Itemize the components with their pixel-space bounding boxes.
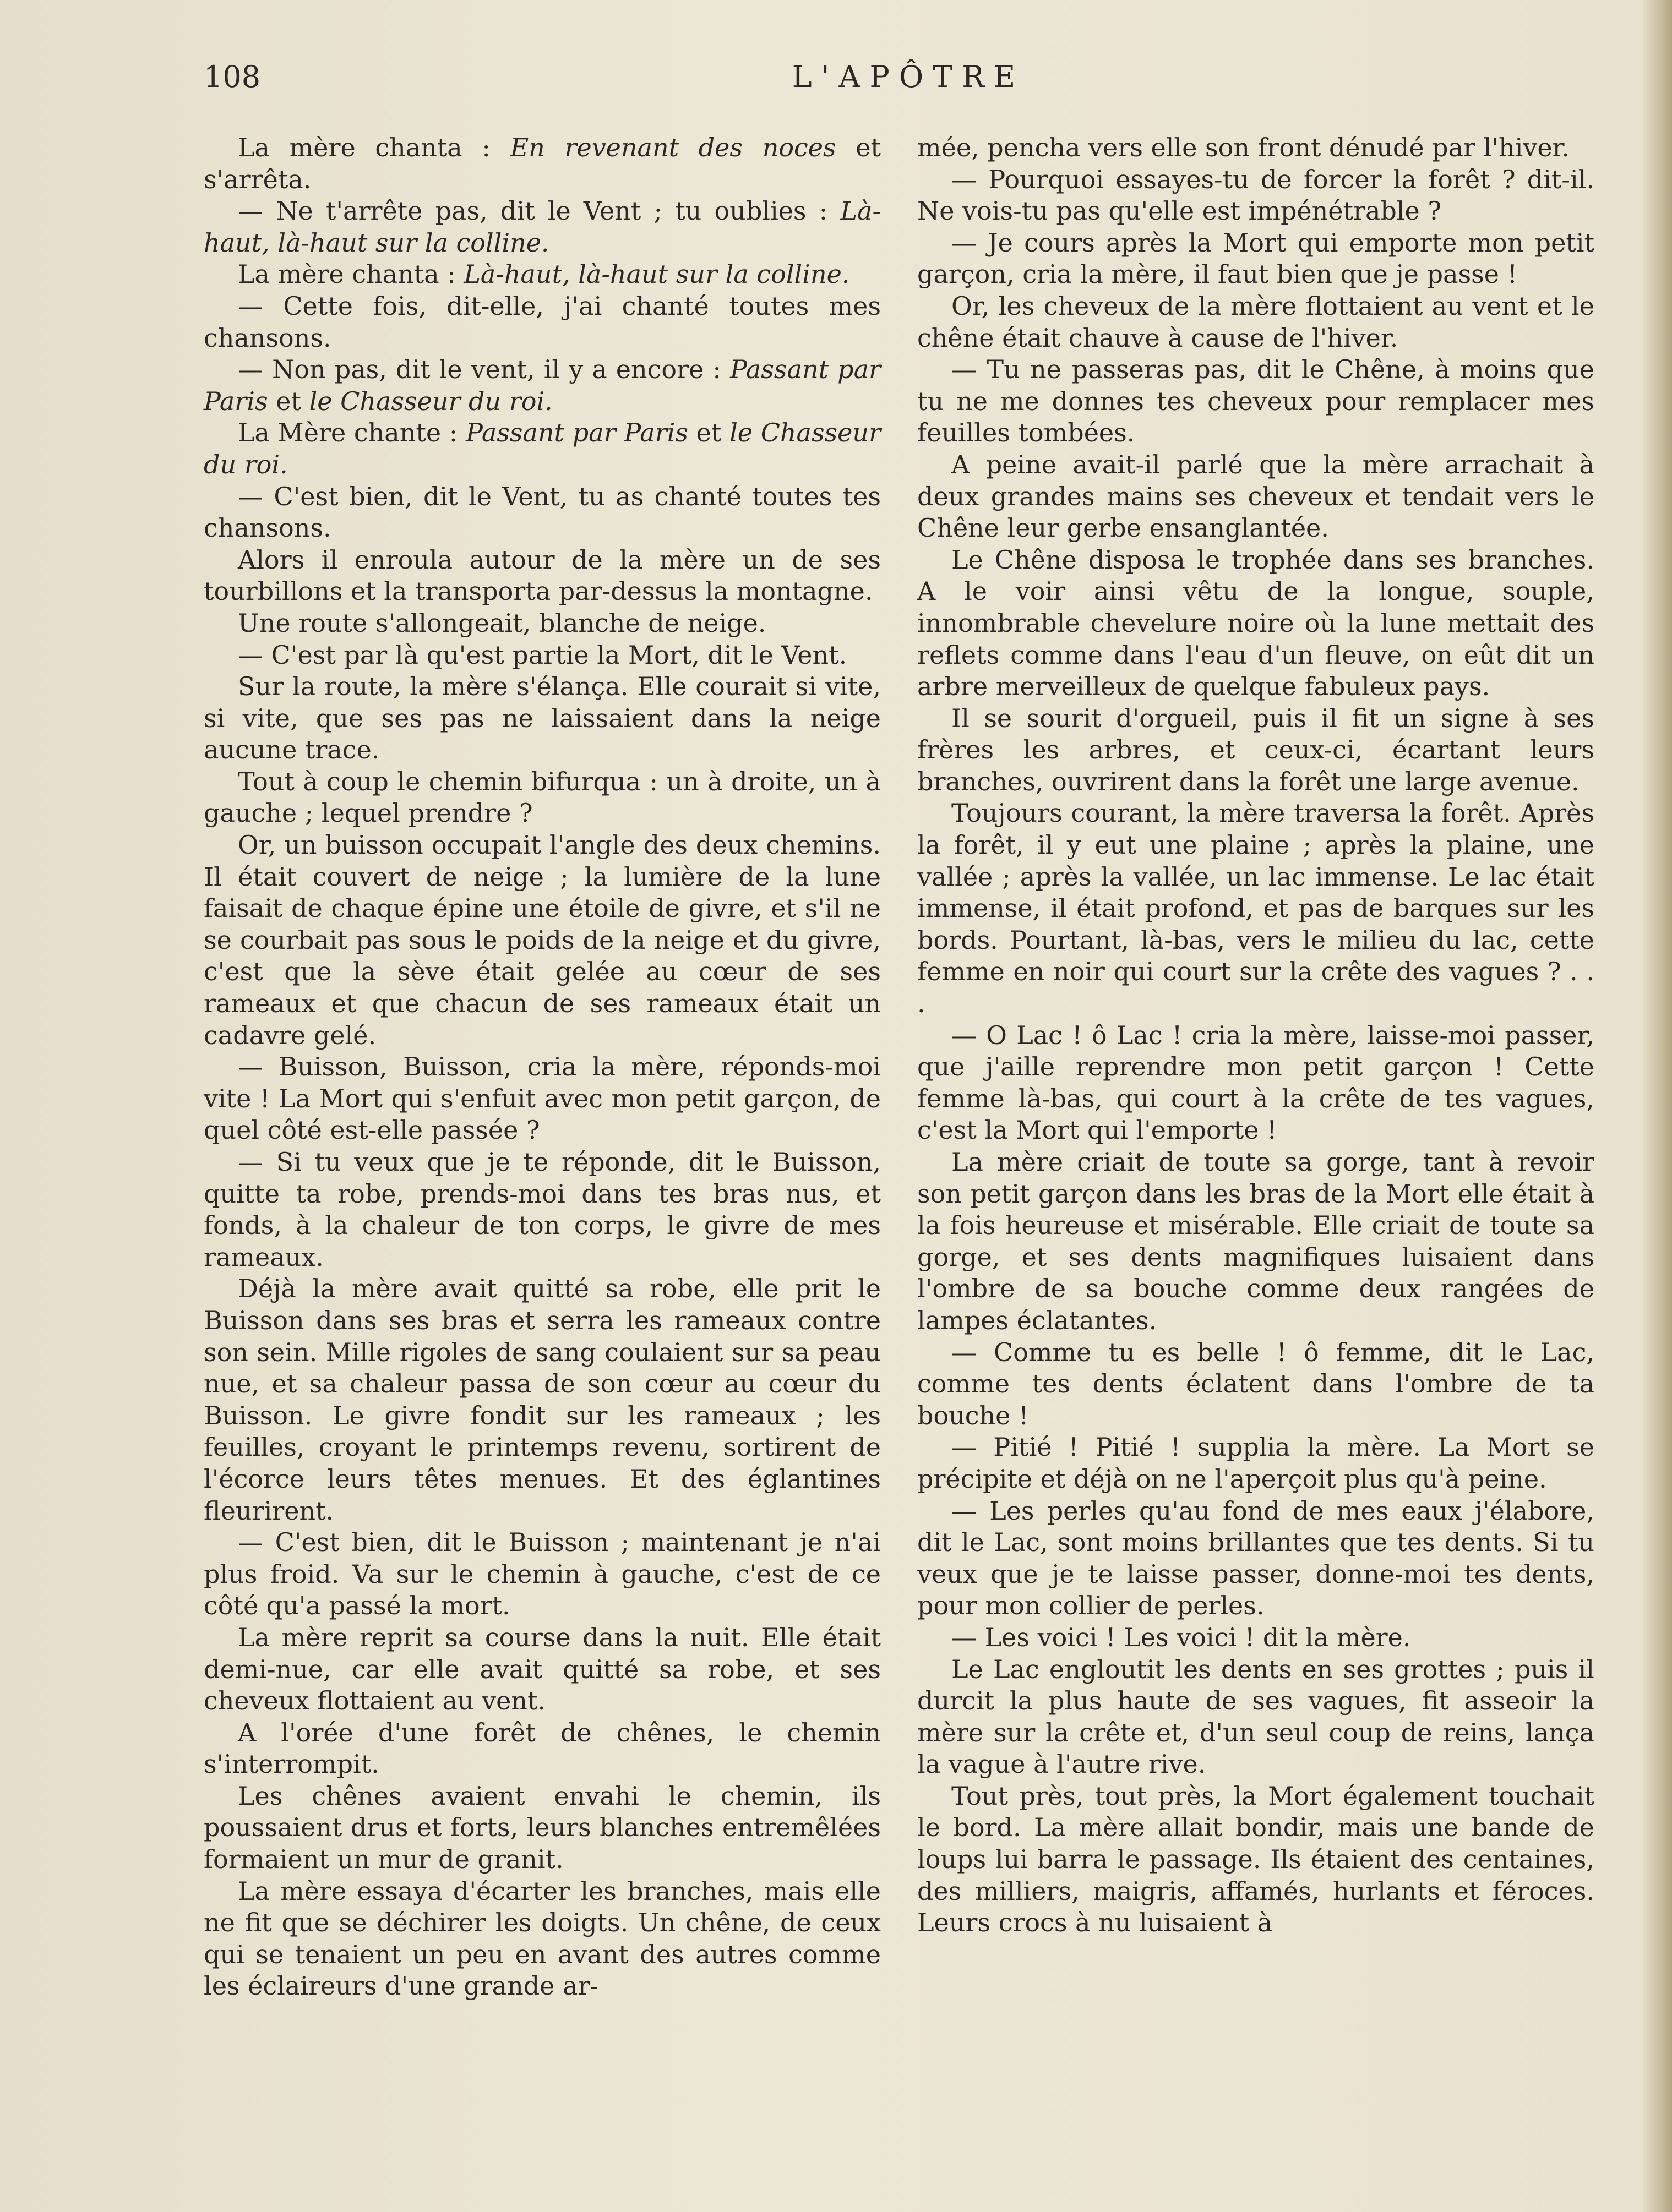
text-run: Déjà la mère avait quitté sa robe, elle prit le Buisson dans ses bras et serra les rameaux contre son sein. Mille rigoles de sang coulaient sur sa peau nue, et sa chaleur passa de son cœur au cœur du Buisson. Le givre fondit sur les rameaux ; les feuilles, croyant le printemps revenu, sortirent de l'écorce leurs têtes menues. Et des églantines fleurirent. xyxy=(204,1274,881,1526)
paragraph xyxy=(204,1780,881,1876)
paragraph xyxy=(204,1717,881,1780)
text-run: — Comme tu es belle ! ô femme, dit le Lac, comme tes dents éclatent dans l'ombre de ta bouche ! xyxy=(917,1337,1594,1430)
paragraph xyxy=(204,608,881,640)
italic-text: le Chasseur du roi. xyxy=(309,386,553,416)
text-run: — Non pas, dit le vent, il y a encore : xyxy=(238,354,730,385)
text-run: Tout près, tout près, la Mort également touchait le bord. La mère allait bondir, mais une bande de loups lui barra le passage. Ils étaient des centaines, des milliers, maigris, affamés, hurlants et féroces. Leurs crocs à nu luisaient à xyxy=(917,1780,1594,1938)
paragraph xyxy=(204,766,881,829)
text-run: Or, un buisson occupait l'angle des deux chemins. Il était couvert de neige ; la lumière de la lune faisait de chaque épine une étoile de givre, et s'il ne se courbait pas sous le poids de la neige et du givre, c'est que la sève était gelée au cœur de ses rameaux et que chacun de ses rameaux était un cadavre gelé. xyxy=(204,830,881,1050)
paragraph xyxy=(204,1146,881,1273)
paragraph xyxy=(917,1622,1594,1654)
paragraph xyxy=(917,1780,1594,1939)
paragraph xyxy=(204,195,881,259)
paragraph xyxy=(204,481,881,544)
text-run: Une route s'allongeait, blanche de neige. xyxy=(238,608,766,638)
italic-text: En revenant des noces xyxy=(510,133,836,162)
text-run: et s'arrêta. xyxy=(204,133,881,194)
italic-text: Là-haut, là-haut sur la colline. xyxy=(464,259,850,290)
paragraph xyxy=(917,449,1594,544)
text-run: — Si tu veux que je te réponde, dit le Buisson, quitte ta robe, prends-moi dans tes bras nus, et fonds, à la chaleur de ton corps, le givre de mes rameaux. xyxy=(204,1147,881,1272)
paragraph xyxy=(204,1876,881,2002)
text-run: — Les perles qu'au fond de mes eaux j'élabore, dit le Lac, sont moins brillantes que tes dents. Si tu veux que je te laisse passer, donne-moi tes dents, pour mon collier de perles. xyxy=(917,1495,1594,1621)
paragraph xyxy=(917,1020,1594,1146)
paragraph xyxy=(917,1495,1594,1622)
text-run: et xyxy=(688,418,730,448)
paragraph xyxy=(204,1527,881,1622)
text-run: Les chênes avaient envahi le chemin, ils poussaient drus et forts, leurs blanches entremêlées formaient un mur de granit. xyxy=(204,1780,881,1875)
text-run: La mère reprit sa course dans la nuit. Elle était demi-nue, car elle avait quitté sa robe, et ses cheveux flottaient au vent. xyxy=(204,1622,881,1716)
right-column xyxy=(917,132,1594,1939)
paragraph xyxy=(204,1622,881,1717)
paragraph xyxy=(917,544,1594,703)
paragraph xyxy=(917,227,1594,291)
paragraph xyxy=(917,291,1594,354)
paragraph xyxy=(204,640,881,671)
paragraph xyxy=(204,1051,881,1146)
paragraph xyxy=(204,544,881,608)
text-run: Toujours courant, la mère traversa la forêt. Après la forêt, il y eut une plaine ; après la plaine, une vallée ; après la vallée, un lac immense. Le lac était immense, il était profond, et pas de barques sur les bords. Pourtant, là-bas, vers le milieu du lac, cette femme en noir qui court sur la crête des vagues ? . . . xyxy=(917,798,1594,1019)
paragraph xyxy=(917,354,1594,449)
running-title: L'APÔTRE xyxy=(792,59,1025,94)
text-run: Le Chêne disposa le trophée dans ses branches. A le voir ainsi vêtu de la longue, souple, innombrable chevelure noire où la lune mettait des reflets comme dans l'eau d'un fleuve, on eût dit un arbre merveilleux de quelque fabuleux pays. xyxy=(917,544,1594,702)
paragraph xyxy=(204,354,881,417)
text-run: La Mère chante : xyxy=(238,418,466,448)
text-run: La mère criait de toute sa gorge, tant à revoir son petit garçon dans les bras de la Mort elle était à la fois heureuse et misérable. Elle criait de toute sa gorge, et ses dents magnifiques luisaient dans l'ombre de sa bouche comme deux rangées de lampes éclatantes. xyxy=(917,1147,1594,1335)
text-run: — Les voici ! Les voici ! dit la mère. xyxy=(951,1622,1411,1652)
text-run: La mère essaya d'écarter les branches, mais elle ne fit que se déchirer les doigts. Un chêne, de ceux qui se tenaient un peu en avant des autres comme les éclaireurs d'une grande ar- xyxy=(204,1876,881,2001)
italic-text: Passant par Paris xyxy=(465,418,688,448)
text-run: — Ne t'arrête pas, dit le Vent ; tu oublies : xyxy=(238,196,841,226)
paragraph xyxy=(917,164,1594,227)
paragraph xyxy=(917,1654,1594,1780)
text-run: — O Lac ! ô Lac ! cria la mère, laisse-moi passer, que j'aille reprendre mon petit garçon ! Cette femme là-bas, qui court à la crête de tes vagues, c'est la Mort qui l'emporte ! xyxy=(917,1020,1594,1145)
paragraph xyxy=(204,417,881,480)
paragraph xyxy=(917,1337,1594,1432)
paragraph xyxy=(917,1146,1594,1337)
text-run: — Tu ne passeras pas, dit le Chêne, à moins que tu ne me donnes tes cheveux pour remplacer mes feuilles tombées. xyxy=(917,354,1594,448)
italic-text: Là-haut, là-haut sur la colline. xyxy=(204,196,881,258)
text-run: — Pitié ! Pitié ! supplia la mère. La Mort se précipite et déjà on ne l'aperçoit plus qu'à peine. xyxy=(917,1432,1594,1494)
paragraph xyxy=(917,798,1594,1019)
italic-text: le Chasseur du roi. xyxy=(204,418,881,479)
paragraph xyxy=(204,291,881,354)
text-run: Tout à coup le chemin bifurqua : un à droite, un à gauche ; lequel prendre ? xyxy=(204,766,881,828)
text-run: — C'est par là qu'est partie la Mort, dit le Vent. xyxy=(238,640,847,670)
text-run: — Cette fois, dit-elle, j'ai chanté toutes mes chansons. xyxy=(204,291,881,353)
paragraph xyxy=(204,671,881,766)
italic-text: Passant par Paris xyxy=(204,354,881,416)
text-run: Sur la route, la mère s'élança. Elle courait si vite, si vite, que ses pas ne laissaient dans la neige aucune trace. xyxy=(204,671,881,765)
paragraph xyxy=(204,259,881,291)
text-run: — C'est bien, dit le Buisson ; maintenant je n'ai plus froid. Va sur le chemin à gauche, c'est de ce côté qu'a passé la mort. xyxy=(204,1527,881,1621)
text-run: et xyxy=(268,386,309,416)
page-header xyxy=(204,59,1613,103)
text-run: La mère chanta : xyxy=(238,259,464,290)
paragraph xyxy=(917,132,1594,164)
text-run: A peine avait-il parlé que la mère arrachait à deux grandes mains ses cheveux et tendait vers le Chêne leur gerbe ensanglantée. xyxy=(917,449,1594,543)
paragraph xyxy=(917,703,1594,798)
paragraph xyxy=(917,1432,1594,1495)
text-run: Alors il enroula autour de la mère un de ses tourbillons et la transporta par-dessus la montagne. xyxy=(204,544,881,607)
paragraph xyxy=(204,829,881,1051)
text-run: Il se sourit d'orgueil, puis il fit un signe à ses frères les arbres, et ceux-ci, écartant leurs branches, ouvrirent dans la forêt une large avenue. xyxy=(917,703,1594,796)
text-run: La mère chanta : xyxy=(238,133,510,162)
text-run: — C'est bien, dit le Vent, tu as chanté toutes tes chansons. xyxy=(204,481,881,543)
text-run: Le Lac engloutit les dents en ses grottes ; puis il durcit la plus haute de ses vagues, fit asseoir la mère sur la crête et, d'un seul coup de reins, lança la vague à l'autre rive. xyxy=(917,1654,1594,1779)
page-edge xyxy=(1643,0,1672,2212)
paragraph xyxy=(204,1273,881,1527)
left-column xyxy=(204,132,881,2002)
text-run: — Buisson, Buisson, cria la mère, réponds-moi vite ! La Mort qui s'enfuit avec mon petit garçon, de quel côté est-elle passée ? xyxy=(204,1052,881,1145)
text-run: — Je cours après la Mort qui emporte mon petit garçon, cria la mère, il faut bien que je passe ! xyxy=(917,227,1594,290)
paragraph xyxy=(204,132,881,195)
text-run: A l'orée d'une forêt de chênes, le chemin s'interrompit. xyxy=(204,1717,881,1779)
text-run: Or, les cheveux de la mère flottaient au vent et le chêne était chauve à cause de l'hiver. xyxy=(917,291,1594,353)
text-run: mée, pencha vers elle son front dénudé par l'hiver. xyxy=(917,133,1570,162)
page-number: 108 xyxy=(204,59,261,94)
text-run: — Pourquoi essayes-tu de forcer la forêt ? dit-il. Ne vois-tu pas qu'elle est impénétrable ? xyxy=(917,164,1594,226)
